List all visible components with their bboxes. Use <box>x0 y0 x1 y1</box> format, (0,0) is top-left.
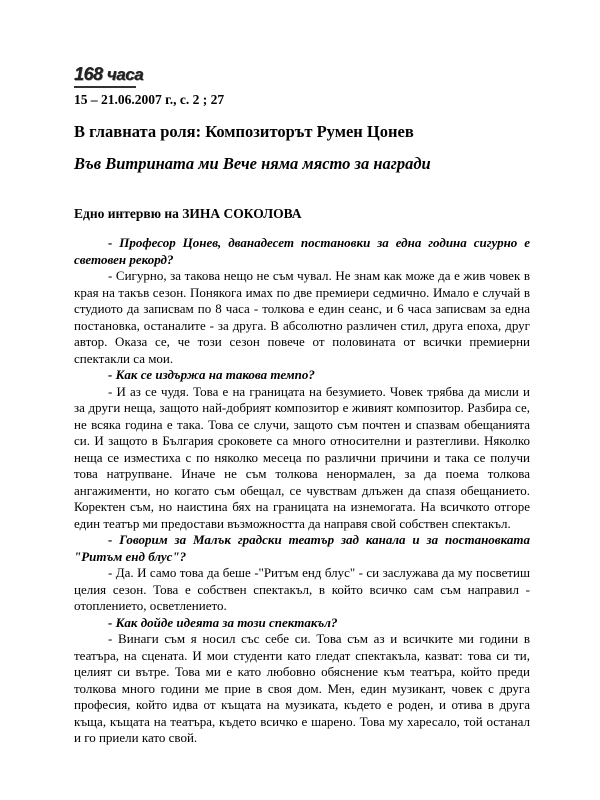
newspaper-logo <box>74 64 143 85</box>
logo-word: часа <box>106 65 144 84</box>
paragraph-answer: - И аз се чудя. Това е на границата на безумието. Човек трябва да мисли и за други неща, защото най-добрият композитор е живият композитор. Разбира се, не всяка година е така. Това се случи, защото съм почтен и спазвам обещанията си. И защото в България сроковете са много относителни и разтегливи. Няколко неща се изместиха с по няколко месеца по различни причини и така се получи това натрупване. Иначе не съм толкова ненормален, за да поема толкова ангажименти, но когато съм обещал, се чувствам длъжен да спазя обещанието. Коректен съм, но наистина бях на границата на изнемогата. На всичкото отгоре един театър ми предостави възможността да направя свой собствен спектакъл. <box>74 383 530 531</box>
paragraph-question: - Говорим за Малък градски театър зад канала и за постановката "Ритъм енд блус"? <box>74 532 530 564</box>
paragraph-answer: - Да. И само това да беше -"Ритъм енд блус" - си заслужава да му посветиш целия сезон. Това е собствен спектакъл, в който всичко сам съм направил - отоплението, осветлението. <box>74 565 530 613</box>
date-line: 15 – 21.06.2007 г., с. 2 ; 27 <box>74 92 225 107</box>
article-subheadline: Във Витрината ми Вече няма място за награди <box>74 154 431 173</box>
article-byline: Едно интервю на ЗИНА СОКОЛОВА <box>74 206 302 221</box>
paragraph-answer: - Сигурно, за такова нещо не съм чувал. Не знам как може да е жив човек в края на такъв сезон. Понякога имах по две премиери седмично. Имало е случай в студиото да записвам по 8 часа - толкова е един сеанс, и 6 часа записвам за една постановка, останалите - за друга. В абсолютно различен стил, друга епоха, друг автор. Оказа се, че този сезон повече от половината от всички премиерни спектакли са мои. <box>74 268 530 366</box>
paragraph-question: - Как дойде идеята за този спектакъл? <box>108 614 338 630</box>
paragraph-answer: - Винаги съм я носил със себе си. Това съм аз и всичките ми години в театъра, на сцената. И мои студенти като гледат спектакъла, казват: това си ти, целият си вътре. Това ми е като любовно обяснение към театъра, който преди толкова много години ме прие в своя дом. Мен, един музикант, човек с друга професия, който идва от къщата на музиката, където е роден, и отива в друга къща, къщата на театъра, където всичко е шарено. Това му харесало, той останал и го приели като свой. <box>74 631 530 745</box>
logo-number: 168 <box>74 64 103 84</box>
paragraph-question: - Как се издържа на такова темпо? <box>108 367 315 382</box>
paragraph-question: - Професор Цонев, дванадесет постановки за една година сигурно е световен рекорд? <box>74 235 530 267</box>
article-headline: В главната роля: Композиторът Румен Цонев <box>74 122 414 141</box>
article-body <box>74 235 530 747</box>
logo-underline <box>74 86 136 88</box>
